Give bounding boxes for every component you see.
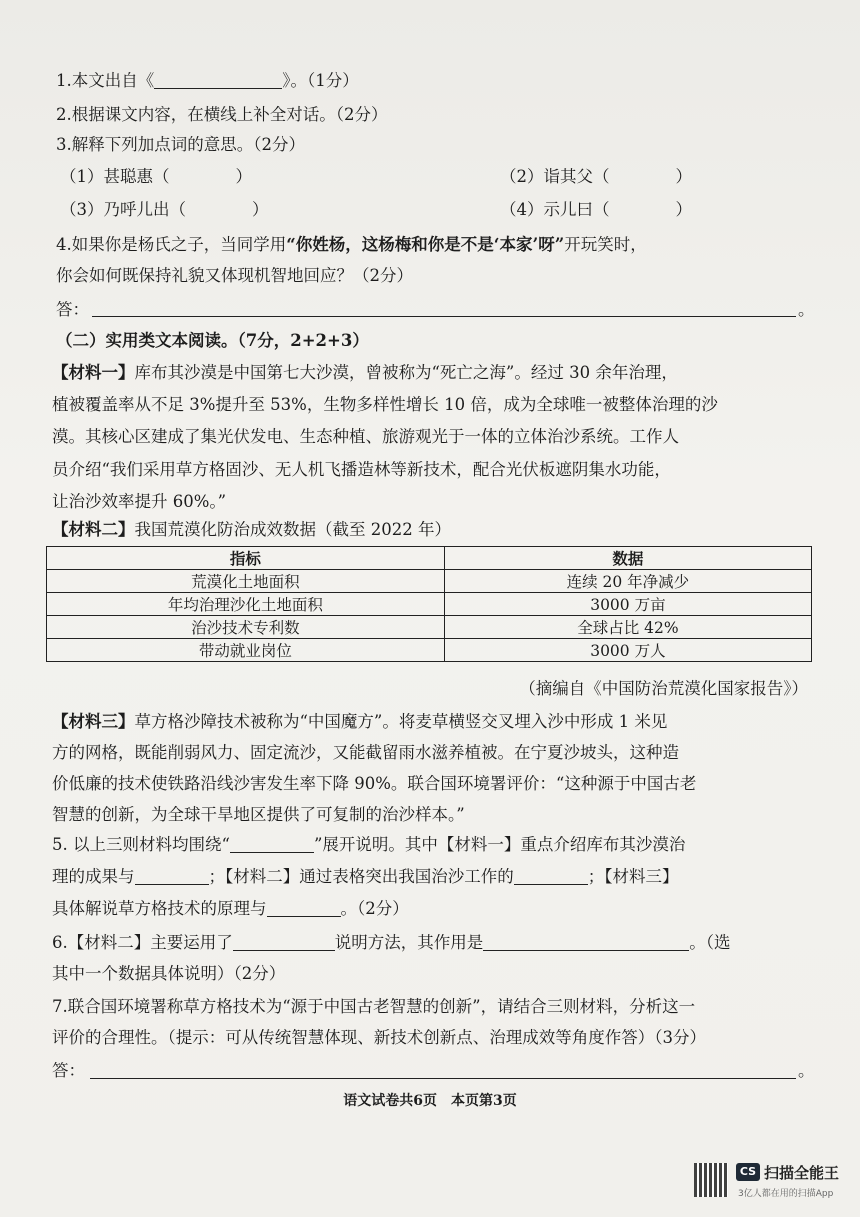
q1-blank <box>154 72 282 89</box>
camscanner-logo: CS <box>736 1163 760 1181</box>
table-cell: 年均治理沙化土地面积 <box>47 593 445 616</box>
scanner-app-tagline: 3亿人都在用的扫描App <box>738 1189 834 1199</box>
table-header-cell: 指标 <box>47 547 445 570</box>
q3-item-3: （3）乃呼儿出（ ） <box>60 200 269 219</box>
q4-answer-line <box>92 316 796 317</box>
material-3-line-2: 方的网格，既能削弱风力、固定流沙，又能截留雨水滋养植被。在宁夏沙坡头，这种造 <box>52 743 679 762</box>
question-6-line-1: 6.【材料二】主要运用了 说明方法，其作用是 。（选 <box>52 933 731 952</box>
table-row <box>47 616 812 639</box>
q6-blank-1 <box>233 934 335 951</box>
q5-blank-3 <box>514 868 588 885</box>
table-cell: 3000 万亩 <box>444 593 811 616</box>
material-3-line-3: 价低廉的技术使铁路沿线沙害发生率下降 90%。联合国环境署评价：“这种源于中国古老 <box>52 774 697 793</box>
question-1: 1.本文出自《 》。（1分） <box>56 71 359 90</box>
q7-answer: 答： <box>52 1061 85 1080</box>
question-3: 3.解释下列加点词的意思。（2分） <box>56 135 305 154</box>
question-2: 2.根据课文内容，在横线上补全对话。（2分） <box>56 105 388 124</box>
q5-blank-2 <box>135 868 209 885</box>
material-1-line-2: 植被覆盖率从不足 3%提升至 53%，生物多样性增长 10 倍，成为全球唯一被整体治理的沙 <box>52 395 718 414</box>
question-6-line-2: 其中一个数据具体说明）（2分） <box>52 964 286 983</box>
q7-answer-end: 。 <box>798 1061 815 1080</box>
q5-blank-4 <box>267 900 341 917</box>
table-cell: 带动就业岗位 <box>47 639 445 662</box>
material-1-line-3: 漠。其核心区建成了集光伏发电、生态种植、旅游观光于一体的立体治沙系统。工作人 <box>52 427 679 446</box>
question-5-line-2: 理的成果与 ；【材料二】通过表格突出我国治沙工作的 ；【材料三】 <box>52 867 679 886</box>
table-cell: 3000 万人 <box>444 639 811 662</box>
q3-item-4: （4）示儿曰（ ） <box>500 200 692 219</box>
page-footer: 语文试卷共6页 本页第3页 <box>343 1093 517 1109</box>
material-3-line-4: 智慧的创新，为全球干旱地区提供了可复制的治沙样本。” <box>52 805 465 824</box>
table-source: （摘编自《中国防治荒漠化国家报告》） <box>519 679 808 698</box>
question-5-line-3: 具体解说草方格技术的原理与 。（2分） <box>52 899 409 918</box>
table-header-row <box>47 547 812 570</box>
table-cell: 连续 20 年净减少 <box>444 570 811 593</box>
section-2-title: （二）实用类文本阅读。（7分，2+2+3） <box>56 331 369 350</box>
q3-item-1: （1）甚聪惠（ ） <box>60 167 252 186</box>
question-7-line-1: 7.联合国环境署称草方格技术为“源于中国古老智慧的创新”，请结合三则材料，分析这一 <box>52 997 696 1016</box>
table-row <box>47 639 812 662</box>
question-7-line-2: 评价的合理性。（提示：可从传统智慧体现、新技术创新点、治理成效等角度作答）（3分） <box>52 1028 706 1047</box>
material-1-line-5: 让治沙效率提升 60%。” <box>52 492 227 511</box>
material-1-line-4: 员介绍“我们采用草方格固沙、无人机飞播造林等新技术，配合光伏板遮阴集水功能， <box>52 460 671 479</box>
q5-blank-1 <box>230 836 314 853</box>
table-cell: 治沙技术专利数 <box>47 616 445 639</box>
question-4-line-2: 你会如何既保持礼貌又体现机智地回应？（2分） <box>56 266 413 285</box>
material-3-line-1: 【材料三】草方格沙障技术被称为“中国魔方”。将麦草横竖交叉埋入沙中形成 1 米见 <box>52 712 668 731</box>
q4-answer: 答： <box>56 300 89 319</box>
data-table <box>46 546 812 662</box>
table-header-cell: 数据 <box>444 547 811 570</box>
table-cell: 荒漠化土地面积 <box>47 570 445 593</box>
table-row <box>47 593 812 616</box>
question-4-line-1: 4.如果你是杨氏之子，当同学用“你姓杨，这杨梅和你是不是‘本家’呀”开玩笑时， <box>56 235 647 254</box>
table-row <box>47 570 812 593</box>
q3-item-2: （2）诣其父（ ） <box>500 167 692 186</box>
q7-answer-line <box>90 1078 796 1079</box>
scanner-app-name: 扫描全能王 <box>764 1164 840 1182</box>
question-5-line-1: 5. 以上三则材料均围绕“ ”展开说明。其中【材料一】重点介绍库布其沙漠治 <box>52 835 686 854</box>
table-cell: 全球占比 42% <box>444 616 811 639</box>
material-1-line-1: 【材料一】库布其沙漠是中国第七大沙漠，曾被称为“死亡之海”。经过 30 余年治理， <box>52 363 678 382</box>
q4-answer-end: 。 <box>798 300 815 319</box>
material-2-title: 【材料二】我国荒漠化防治成效数据（截至 2022 年） <box>52 520 451 539</box>
qr-code-icon <box>694 1163 728 1197</box>
q6-blank-2 <box>483 934 689 951</box>
